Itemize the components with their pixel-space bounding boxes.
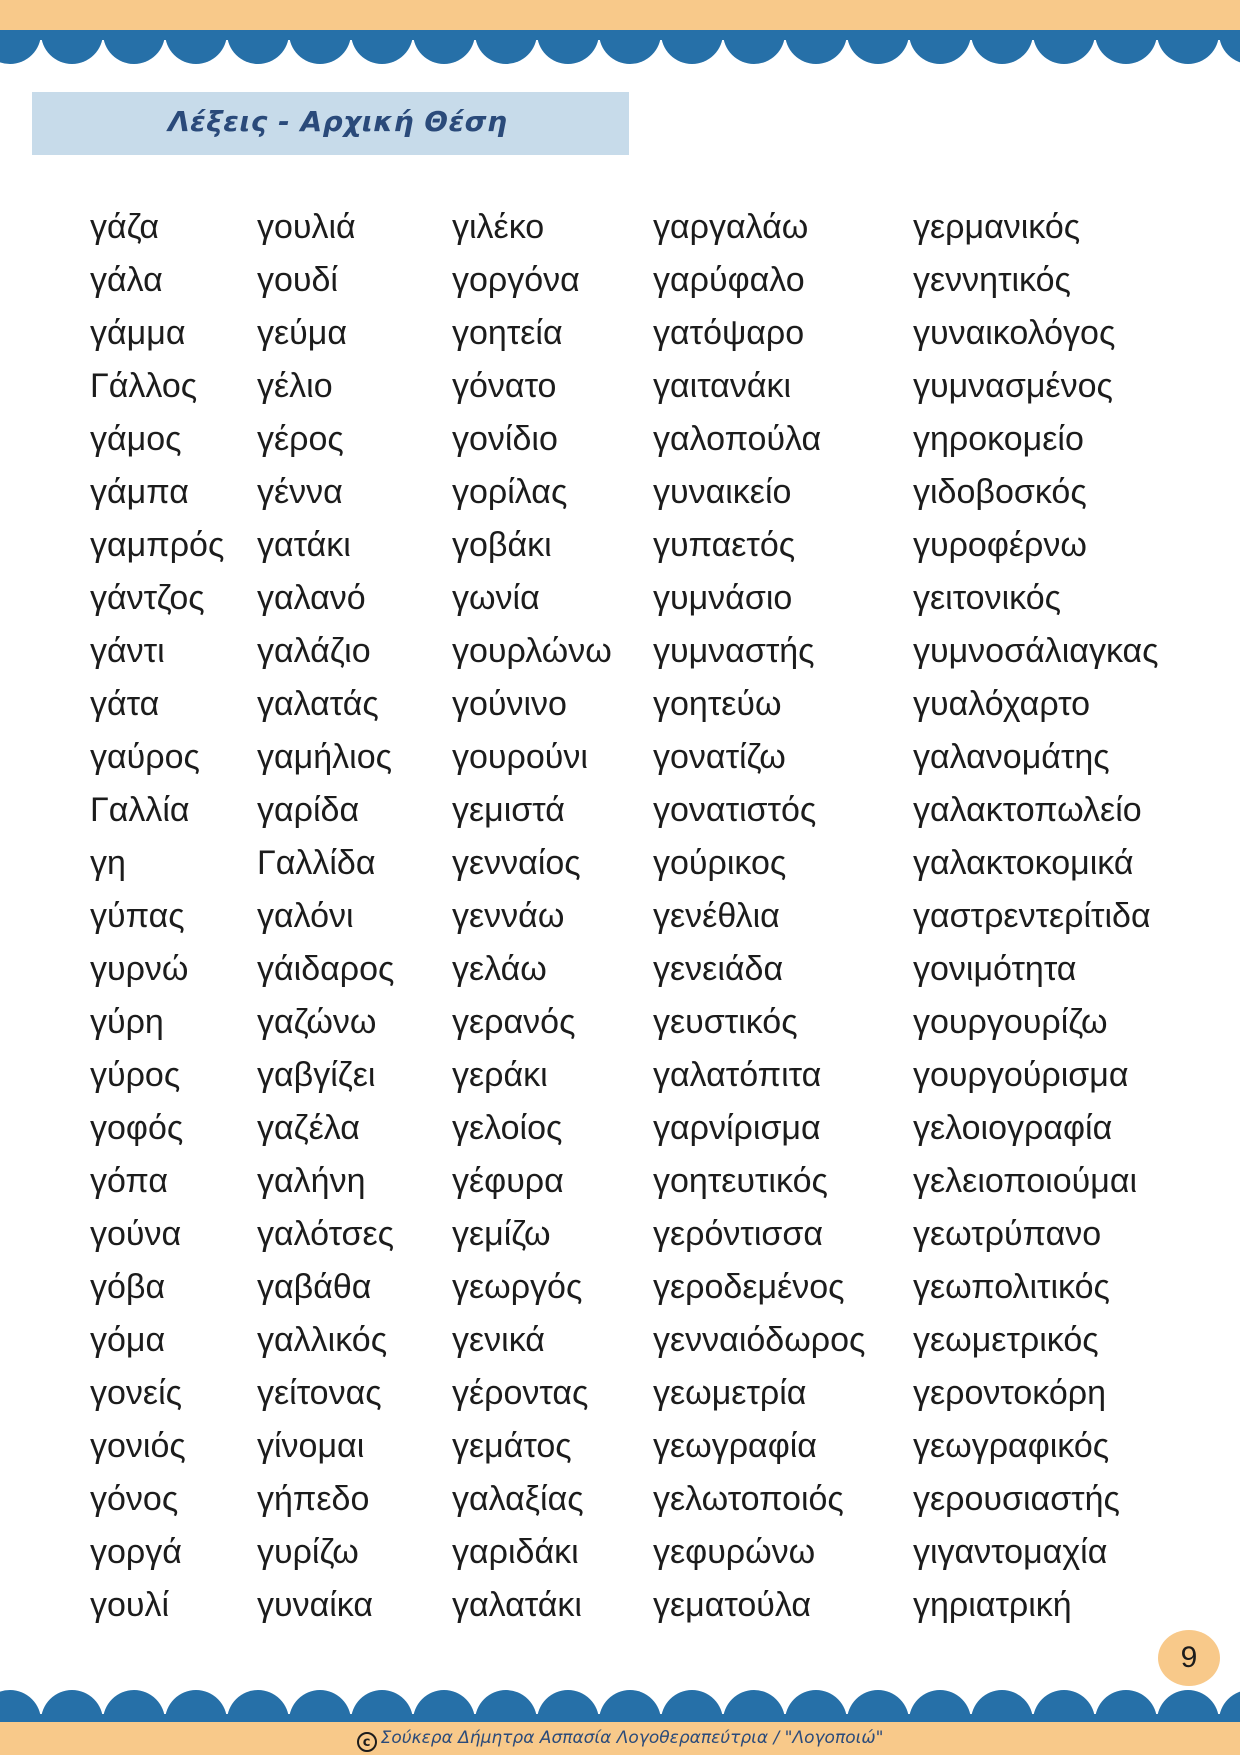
word-item: γυαλόχαρτο: [913, 685, 1091, 723]
word-column-1: [90, 201, 224, 1632]
word-item: γονιός: [90, 1427, 186, 1465]
word-item: γεμάτος: [452, 1427, 572, 1465]
word-item: γυρίζω: [257, 1533, 359, 1571]
word-item: γαργαλάω: [653, 208, 809, 246]
word-item: γεωμετρικός: [913, 1321, 1099, 1359]
word-item: γυρνώ: [90, 950, 189, 988]
word-item: Γαλλία: [90, 791, 190, 829]
word-item: γαλανό: [257, 579, 366, 617]
word-item: γάλα: [90, 261, 163, 299]
bottom-wave-border: [0, 1690, 1240, 1724]
word-item: γυμναστής: [653, 632, 815, 670]
word-item: γέλιο: [257, 367, 333, 405]
word-item: γιδοβοσκός: [913, 473, 1087, 511]
word-item: γενικά: [452, 1321, 545, 1359]
word-item: γαλοπούλα: [653, 420, 822, 458]
word-item: γαζώνω: [257, 1003, 377, 1041]
word-item: γεμιστά: [452, 791, 565, 829]
footer: [0, 1724, 1240, 1752]
word-item: γόπα: [90, 1162, 169, 1200]
word-item: γουρούνι: [452, 738, 588, 776]
word-item: γεροδεμένος: [653, 1268, 845, 1306]
word-item: γιλέκο: [452, 208, 545, 246]
word-item: γύπας: [90, 897, 185, 935]
word-item: γερμανικός: [913, 208, 1081, 246]
word-item: γαλανομάτης: [913, 738, 1110, 776]
word-item: γαρνίρισμα: [653, 1109, 821, 1147]
word-item: Γαλλίδα: [257, 844, 376, 882]
word-item: γερουσιαστής: [913, 1480, 1120, 1518]
footer-text: Σούκερα Δήμητρα Ασπασία Λογοθεραπεύτρια / "Λογοποιώ": [380, 1728, 884, 1748]
word-item: γοφός: [90, 1109, 184, 1147]
word-item: γαιτανάκι: [653, 367, 792, 405]
top-wave-border: [0, 30, 1240, 64]
word-item: γαλακτοπωλείο: [913, 791, 1142, 829]
word-item: γαλόνι: [257, 897, 354, 935]
word-item: γυμνασμένος: [913, 367, 1113, 405]
word-item: γαζέλα: [257, 1109, 360, 1147]
word-item: γοβάκι: [452, 526, 552, 564]
word-item: γέρος: [257, 420, 344, 458]
word-item: γελειοποιούμαι: [913, 1162, 1138, 1200]
word-item: γηριατρική: [913, 1586, 1072, 1624]
word-item: γειτονικός: [913, 579, 1062, 617]
word-item: γοητεύω: [653, 685, 782, 723]
word-item: γυπαετός: [653, 526, 796, 564]
word-item: γάντι: [90, 632, 165, 670]
word-column-3: [452, 201, 612, 1632]
word-item: γαλήνη: [257, 1162, 366, 1200]
word-item: γουλιά: [257, 208, 356, 246]
word-item: γαλατόπιτα: [653, 1056, 822, 1094]
word-item: γάμος: [90, 420, 182, 458]
word-item: γερόντισσα: [653, 1215, 824, 1253]
word-item: γόνος: [90, 1480, 179, 1518]
word-item: γαβάθα: [257, 1268, 372, 1306]
word-item: γαλλικός: [257, 1321, 388, 1359]
word-item: γελοίος: [452, 1109, 563, 1147]
word-item: γυναίκα: [257, 1586, 374, 1624]
word-item: γαρίδα: [257, 791, 360, 829]
word-item: γενέθλια: [653, 897, 780, 935]
word-item: γοργόνα: [452, 261, 580, 299]
word-column-4: [653, 201, 865, 1632]
word-item: γόμα: [90, 1321, 166, 1359]
word-item: γέφυρα: [452, 1162, 564, 1200]
word-item: γιγαντομαχία: [913, 1533, 1108, 1571]
word-item: γούνα: [90, 1215, 182, 1253]
word-item: γαβγίζει: [257, 1056, 376, 1094]
word-item: γέροντας: [452, 1374, 589, 1412]
word-item: γονιμότητα: [913, 950, 1077, 988]
word-column-2: [257, 201, 394, 1632]
word-item: γαύρος: [90, 738, 200, 776]
word-item: γεωπολιτικός: [913, 1268, 1110, 1306]
word-item: γενειάδα: [653, 950, 784, 988]
word-item: γεροντοκόρη: [913, 1374, 1107, 1412]
word-item: γονείς: [90, 1374, 183, 1412]
word-item: γαριδάκι: [452, 1533, 579, 1571]
word-item: γυμνοσάλιαγκας: [913, 632, 1159, 670]
word-item: γεματούλα: [653, 1586, 811, 1624]
word-item: γελοιογραφία: [913, 1109, 1113, 1147]
word-item: γάζα: [90, 208, 160, 246]
word-item: γαλάζιο: [257, 632, 371, 670]
word-item: γεμίζω: [452, 1215, 551, 1253]
word-item: γονίδιο: [452, 420, 558, 458]
word-item: γαλαξίας: [452, 1480, 584, 1518]
page-title: Λέξεις - Αρχική Θέση: [168, 105, 508, 138]
word-column-5: [913, 201, 1159, 1632]
word-item: γοητευτικός: [653, 1162, 828, 1200]
word-item: γαλατάς: [257, 685, 379, 723]
word-item: γίνομαι: [257, 1427, 365, 1465]
word-item: γονατίζω: [653, 738, 786, 776]
word-item: Γάλλος: [90, 367, 198, 405]
page-number: 9: [1158, 1630, 1220, 1686]
word-item: γυμνάσιο: [653, 579, 793, 617]
word-item: γεννάω: [452, 897, 565, 935]
word-item: γελάω: [452, 950, 547, 988]
word-item: γενναιόδωρος: [653, 1321, 866, 1359]
word-item: γεωργός: [452, 1268, 583, 1306]
word-item: γούνινο: [452, 685, 567, 723]
word-grid: [0, 201, 1240, 1631]
word-item: γατόψαρο: [653, 314, 805, 352]
word-item: γύρη: [90, 1003, 164, 1041]
word-item: γηροκομείο: [913, 420, 1084, 458]
word-item: γήπεδο: [257, 1480, 370, 1518]
word-item: γούρικος: [653, 844, 787, 882]
word-item: γαλατάκι: [452, 1586, 582, 1624]
word-item: γοργά: [90, 1533, 182, 1571]
word-item: γοητεία: [452, 314, 563, 352]
word-item: γουδί: [257, 261, 338, 299]
word-item: γουργούρισμα: [913, 1056, 1129, 1094]
word-item: γαλακτοκομικά: [913, 844, 1134, 882]
word-item: γευστικός: [653, 1003, 798, 1041]
word-item: γεωγραφικός: [913, 1427, 1110, 1465]
word-item: γουργουρίζω: [913, 1003, 1108, 1041]
word-item: γυναικείο: [653, 473, 792, 511]
word-item: γονατιστός: [653, 791, 817, 829]
word-item: γη: [90, 844, 126, 882]
word-item: γεωμετρία: [653, 1374, 807, 1412]
word-item: γουρλώνω: [452, 632, 612, 670]
word-item: γάιδαρος: [257, 950, 395, 988]
word-item: γεωτρύπανο: [913, 1215, 1102, 1253]
word-item: γυροφέρνω: [913, 526, 1087, 564]
word-item: γαστρεντερίτιδα: [913, 897, 1151, 935]
word-item: γάμπα: [90, 473, 189, 511]
word-item: γερανός: [452, 1003, 576, 1041]
word-item: γείτονας: [257, 1374, 382, 1412]
word-item: γάμμα: [90, 314, 186, 352]
word-item: γάντζος: [90, 579, 205, 617]
word-item: γεννητικός: [913, 261, 1071, 299]
word-item: γυναικολόγος: [913, 314, 1116, 352]
word-item: γορίλας: [452, 473, 568, 511]
copyright-icon: c: [357, 1732, 377, 1752]
word-item: γεωγραφία: [653, 1427, 817, 1465]
word-item: γελωτοποιός: [653, 1480, 844, 1518]
word-item: γεύμα: [257, 314, 347, 352]
word-item: γενναίος: [452, 844, 581, 882]
word-item: γαρύφαλο: [653, 261, 805, 299]
word-item: γάτα: [90, 685, 160, 723]
word-item: γέννα: [257, 473, 343, 511]
word-item: γωνία: [452, 579, 540, 617]
word-item: γαμήλιος: [257, 738, 393, 776]
word-item: γατάκι: [257, 526, 351, 564]
word-item: γουλί: [90, 1586, 170, 1624]
word-item: γαμπρός: [90, 526, 225, 564]
word-item: γύρος: [90, 1056, 181, 1094]
word-item: γόβα: [90, 1268, 166, 1306]
word-item: γόνατο: [452, 367, 557, 405]
word-item: γεφυρώνω: [653, 1533, 816, 1571]
word-item: γεράκι: [452, 1056, 548, 1094]
word-item: γαλότσες: [257, 1215, 395, 1253]
